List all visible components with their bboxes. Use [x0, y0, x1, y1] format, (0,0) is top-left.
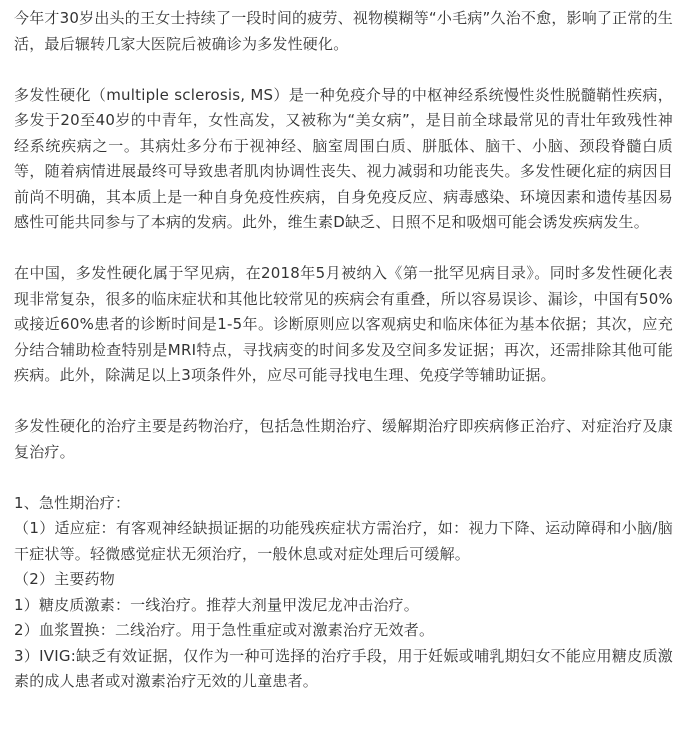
drug-item-2: 2）血浆置换：二线治疗。用于急性重症或对激素治疗无效者。	[14, 621, 435, 639]
paragraph-spacer	[14, 236, 673, 262]
paragraph-spacer	[14, 465, 673, 491]
definition-paragraph: 多发性硬化（multiple sclerosis, MS）是一种免疫介导的中枢神经系统慢性炎性脱髓鞘性疾病，多发于20至40岁的中青年，女性高发，又被称为“美女病”，是目前全球最常见的青壮年致残性神经系统疾病之一。其病灶多分布于视神经、脑室周围白质、胼胝体、脑干、小脑、颈段脊髓白质等，随着病情进展最终可导致患者肌肉协调性丧失、视力减弱和功能丧失。多发性硬化症的病因目前尚不明确，其本质上是一种自身免疫性疾病，自身免疫反应、病毒感染、环境因素和遗传基因易感性可能共同参与了本病的发病。此外，维生素D缺乏、日照不足和吸烟可能会诱发疾病发生。	[14, 85, 673, 231]
drug-item-3: 3）IVIG:缺乏有效证据，仅作为一种可选择的治疗手段，用于妊娠或哺乳期妇女不能应用糖皮质激素的成人患者或对激素治疗无效的儿童患者。	[14, 646, 673, 690]
acute-treatment-heading: 1、急性期治疗：	[14, 493, 131, 512]
indication-paragraph: （1）适应症：有客观神经缺损证据的功能残疾症状方需治疗，如：视力下降、运动障碍和小脑/脑干症状等。轻微感觉症状无须治疗，一般休息或对症处理后可缓解。	[14, 519, 673, 563]
drug-item-1: 1）糖皮质激素：一线治疗。推荐大剂量甲泼尼龙冲击治疗。	[14, 595, 419, 614]
paragraph-spacer	[14, 57, 673, 83]
main-drugs-heading: （2）主要药物	[14, 570, 115, 588]
treatment-paragraph: 多发性硬化的治疗主要是药物治疗，包括急性期治疗、缓解期治疗即疾病修正治疗、对症治疗及康复治疗。	[14, 417, 673, 461]
china-paragraph: 在中国，多发性硬化属于罕见病，在2018年5月被纳入《第一批罕见病目录》。同时多发性硬化表现非常复杂，很多的临床症状和其他比较常见的疾病会有重叠，所以容易误诊、漏诊，中国有50%或接近60%患者的诊断时间是1-5年。诊断原则应以客观病史和临床体征为基本依据；其次，应充分结合辅助检查特别是MRI特点，寻找病变的时间多发及空间多发证据；再次，还需排除其他可能疾病。此外，除满足以上3项条件外，应尽可能寻找电生理、免疫学等辅助证据。	[14, 264, 673, 384]
paragraph-spacer	[14, 389, 673, 415]
intro-paragraph: 今年才30岁出头的王女士持续了一段时间的疲劳、视物模糊等“小毛病”久治不愈，影响了正常的生活，最后辗转几家大医院后被确诊为多发性硬化。	[14, 9, 673, 53]
